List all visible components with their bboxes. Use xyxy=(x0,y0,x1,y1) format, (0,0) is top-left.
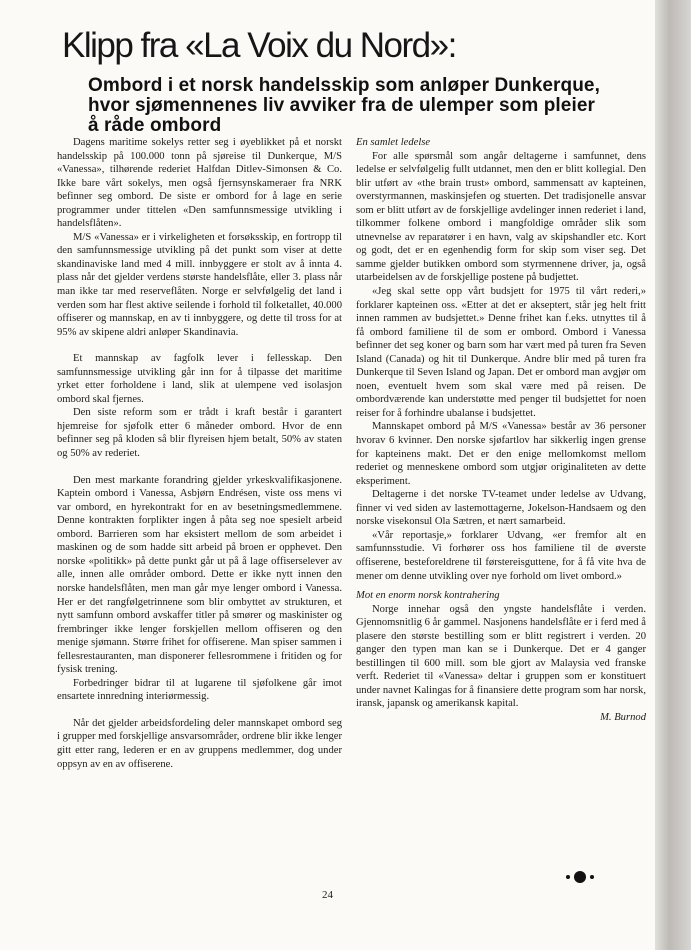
paragraph: M/S «Vanessa» er i virkeligheten et forsøksskip, en fortropp til den samfunnsmessige utvikling på det punkt som viser at dette skandinaviske land med 4 mill. innbyggere er stolt av å innta 4. plass når det gjelder verdens største handelsflåte, eller 3. plass når man ikke tar med reserveflåten. Norge er selvfølgelig det land i verden som har flest aktive seilende i forhold til folketallet, 40.000 offiserer og mannskap, en av ti innbyggere, og dette til tross for at 95% av skipene aldri anløper Skandinavia. xyxy=(57,231,342,338)
page-number: 24 xyxy=(322,889,333,901)
article-subtitle: Ombord i et norsk handelsskip som anløper Dunkerque, hvor sjømennenes liv avviker fra de ulemper som pleier å råde ombord xyxy=(88,75,600,136)
paragraph: «Jeg skal sette opp vårt budsjett for 1975 til vårt rederi,» forklarer kapteinen oss. «Etter at det er akseptert, står jeg helt fritt innen rammen av budsjettet.» Denne frihet kan f.eks. utnyttes til å få ombord familiene til de som er ombord. Ombord i Vanessa befinner det seg koner og barn som har vært med på turen fra Seven Island (Canada) og hit til Dunkerque. Andre blir med på turen fra Dunkerque til Seven Island og Japan. Det er ombord man avgjør om noen, eventuelt hvem som skal være med på reisen. De ombordværende kan understøtte med penger til budsjettet for noen reiser for å forhindre ubalanse i budsjettet. xyxy=(356,286,646,419)
page-title: Klipp fra «La Voix du Nord»: xyxy=(62,26,456,65)
paragraph: Dagens maritime sokelys retter seg i øyeblikket på et norskt handelsskip på 100.000 tonn på sjøreise til Dunkerque, M/S «Vanessa», tilhørende rederiet Halfdan Ditlev-Simonsen & Co. Ikke bare vårt sokelys, men også fjernsynskameraer fra NRK befinner seg ombord. De siste er ombord for å lage en serie programmer under tittelen «Den samfunnsmessige utvikling i handelsflåten». xyxy=(57,137,342,230)
paragraph: Den mest markante forandring gjelder yrkeskvalifikasjonene. Kaptein ombord i Vanessa, Asbjørn Endrésen, viste oss mens vi var ombord, en hyrekontrakt for en av besetningsmedlemmene. Denne kontrakten forplikter ingen å påta seg noe spesielt arbeid ombord. Barrieren som har eksistert mellom de som arbeidet i maskinen og de som hadde sitt arbeid på broen er opphevet. Den norske «politikk» på dette punkt går ut på å lage offiserselever av alle, innen alle områder ombord. Dette er ikke nytt innen den norske handelsflåten, men man går mye lenger ombord i Vanessa. Her er det rangfølgetrinnene som blir ombyttet av strukturen, et nytt samfunn ombord avskaffer titler på smører og maskinister og frembringer ikke lenger forskjellen mellom offiseren og den menige sjømann. Større frihet for offiserene. Man spiser sammen i fellesrestauranten, man disponerer fellesrommene i fritiden og for fysisk trening. xyxy=(57,474,342,676)
left-column xyxy=(57,136,342,771)
paragraph: For alle spørsmål som angår deltagerne i samfunnet, dens ledelse er selvfølgelig fullt utdannet, men den er blitt kollegial. Den blir utført av «the brain trust» ombord, sammensatt av kapteinen, overstyrmannen, maskinsjefen og stuerten. Det tradisjonelle ansvar som er blitt utført av de forskjellige avdelinger innen rederiet i land, tilkommer folkene ombord i mangfoldige områder slik som utnevnelse av reparatører i en havn, valg av skipshandler etc. Kort og godt, det er en egenhendig form for skip som viser seg. Det samme gjelder butikken ombord som styrmennene driver, ja, også utarbeidelsen av de forskjellige postene på budjettet. xyxy=(356,150,646,284)
paragraph: Den siste reform som er trådt i kraft består i garantert hjemreise for sjøfolk etter 6 måneder ombord. Hvor de enn befinner seg på kloden så blir flyreisen hjem betalt, 50% av staten og 50% av rederiet. xyxy=(57,407,342,460)
author-signature: M. Burnod xyxy=(600,711,646,723)
paragraph: Et mannskap av fagfolk lever i fellesskap. Den samfunnsmessige utvikling går inn for å tilpasse det maritime yrket etter forholdene i land, slik at ulempene ved isolasjon ombord skal fjernes. xyxy=(57,353,342,405)
paragraph: Mannskapet ombord på M/S «Vanessa» består av 36 personer hvorav 6 kvinner. Den norske sjøfartlov har sikkerlig ingen grense for kapteinens makt. Det er den enige mellomkomst mellom rederiet og menneskene ombord som utgjør originaliteten av dette eksperiment. xyxy=(356,421,646,487)
dot-emblem-icon xyxy=(560,870,600,884)
section-heading: En samlet ledelse xyxy=(356,137,431,148)
paragraph: Deltagerne i det norske TV-teamet under ledelse av Udvang, finner vi ved siden av lastemottagerne, Jokelson-Handsaem og den norske visekonsul Ola Sætren, et nært samarbeid. xyxy=(356,489,646,528)
adjacent-page-edge xyxy=(655,0,691,950)
paragraph: «Vår reportasje,» forklarer Udvang, «er fremfor alt en samfunnsstudie. Vi forhører oss hos familiene til de øverste offiserene, besteforeldrene til førstereisguttene, for å få vite hva de mener om denne utvikling over nye forhold om livet ombord.» xyxy=(356,529,646,582)
paragraph: Når det gjelder arbeidsfordeling deler mannskapet ombord seg i grupper med forskjellige ansvarsområder, ordrene blir ikke lenger gitt etter rang, lederen er en av gruppens medlemmer, dog under oppsyn av en av offiserene. xyxy=(57,717,342,770)
right-column xyxy=(356,136,646,725)
paragraph: Forbedringer bidrar til at lugarene til sjøfolkene går imot ensartete innredning interiørmessig. xyxy=(57,677,342,703)
section-heading: Mot en enorm norsk kontrahering xyxy=(356,590,500,602)
paragraph: Norge innehar også den yngste handelsflåte i verden. Gjennomsnitlig 6 år gammel. Nasjonens handelsflåte er i ferd med å plasere den største bestilling som er blitt registrert i verden. 20 ganger den typen man kan se i Dunkerque. Det er 4 ganger bestillingen til 600 mill. som ble gjort av Malaysia ved franske verft. Rederiet til «Vanessa» deltar i gruppen som er konstituert under navnet Kalingas for å finansiere dette program som har norsk, iransk, japansk og amerikansk kapital. xyxy=(356,603,646,710)
